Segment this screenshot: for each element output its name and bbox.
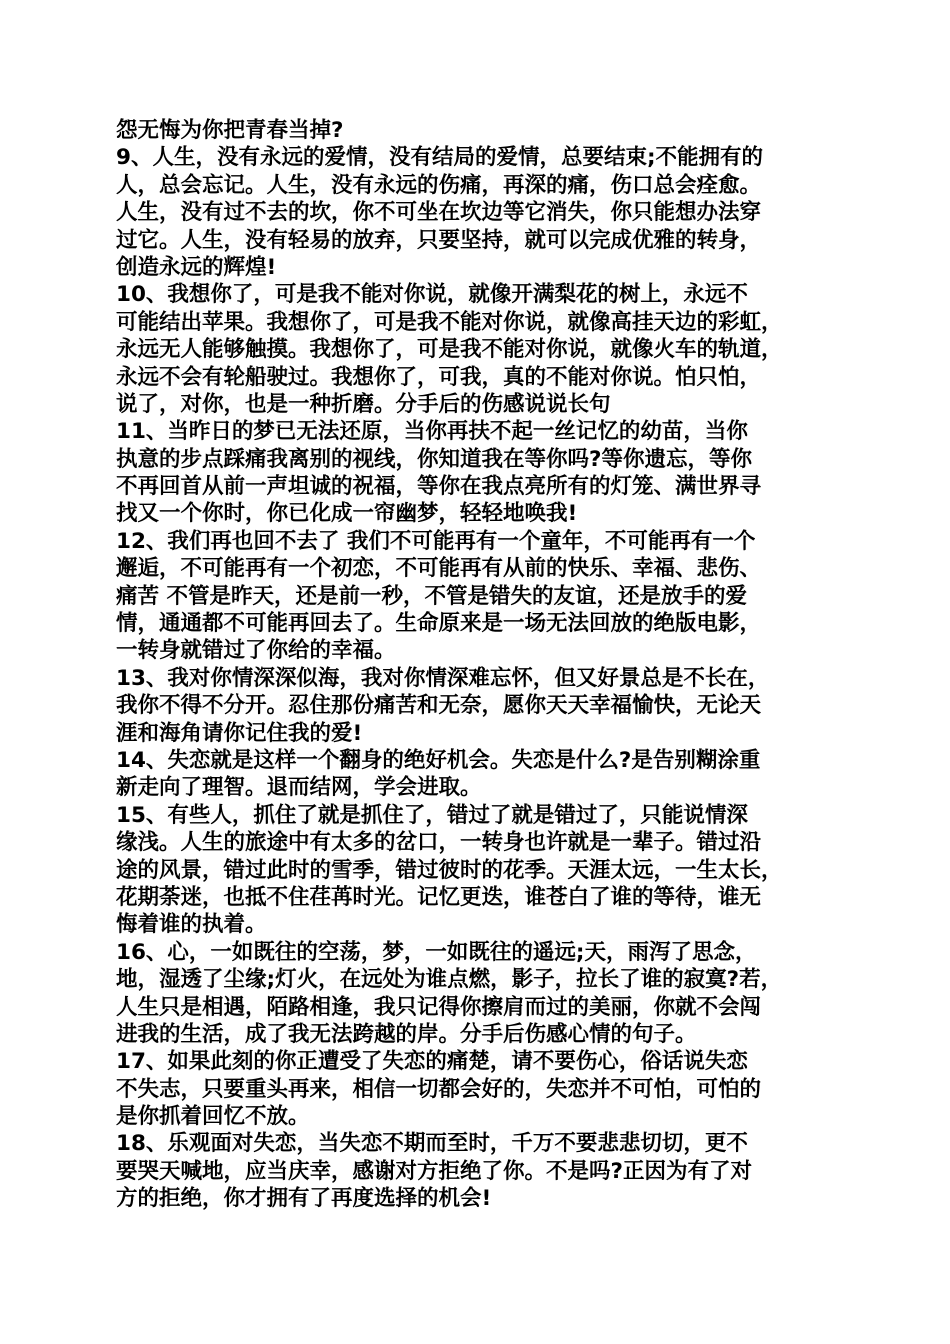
text-line: 途的风景，错过此时的雪季，错过彼时的花季。天涯太远，一生太长，: [116, 857, 783, 883]
text-line: 过它。人生，没有轻易的放弃，只要坚持，就可以完成优雅的转身，: [116, 227, 762, 253]
text-line: 情，通通都不可能再回去了。生命原来是一场无法回放的绝版电影，: [116, 611, 762, 637]
text-line: 12、我们再也回不去了 我们不可能再有一个童年，不可能再有一个: [116, 528, 756, 554]
text-line: 14、失恋就是这样一个翻身的绝好机会。失恋是什么?是告别糊涂重: [116, 747, 761, 773]
text-line: 方的拒绝，你才拥有了再度选择的机会!: [116, 1186, 492, 1212]
text-line: 邂逅，不可能再有一个初恋，不可能再有从前的快乐、幸福、悲伤、: [116, 556, 762, 582]
text-line: 找又一个你时，你已化成一帘幽梦，轻轻地唤我!: [116, 501, 578, 527]
text-line: 可能结出苹果。我想你了，可是我不能对你说，就像高挂天边的彩虹，: [116, 309, 783, 335]
text-line: 执意的步点踩痛我离别的视线，你知道我在等你吗?等你遗忘，等你: [116, 446, 752, 472]
text-line: 花期荼迷，也抵不住荏苒时光。记忆更迭，谁苍白了谁的等待，谁无: [116, 884, 762, 910]
text-line: 要哭天喊地，应当庆幸，感谢对方拒绝了你。不是吗?正因为有了对: [116, 1158, 752, 1184]
text-line: 一转身就错过了你给的幸福。: [116, 638, 396, 664]
text-line: 人，总会忘记。人生，没有永远的伤痛，再深的痛，伤口总会痊愈。: [116, 172, 762, 198]
text-line: 11、当昨日的梦已无法还原，当你再扶不起一丝记忆的幼苗，当你: [116, 419, 748, 445]
text-line: 是你抓着回忆不放。: [116, 1104, 310, 1130]
text-line: 13、我对你情深深似海，我对你情深难忘怀，但又好景总是不长在，: [116, 665, 770, 691]
text-line: 进我的生活，成了我无法跨越的岸。分手后伤感心情的句子。: [116, 1021, 697, 1047]
text-line: 地，湿透了尘缘;灯火，在远处为谁点燃，影子，拉长了谁的寂寞?若，: [116, 967, 783, 993]
text-line: 人生只是相遇，陌路相逢，我只记得你擦肩而过的美丽，你就不会闯: [116, 994, 762, 1020]
text-line: 9、人生，没有永远的爱情，没有结局的爱情，总要结束;不能拥有的: [116, 145, 764, 171]
text-line: 涯和海角请你记住我的爱!: [116, 720, 363, 746]
text-line: 缘浅。人生的旅途中有太多的岔口，一转身也许就是一辈子。错过沿: [116, 830, 762, 856]
text-line: 新走向了理智。退而结网，学会进取。: [116, 775, 482, 801]
text-line: 怨无悔为你把青春当掉?: [116, 118, 344, 143]
text-line: 永远无人能够触摸。我想你了，可是我不能对你说，就像火车的轨道，: [116, 337, 783, 363]
text-line: 说了，对你，也是一种折磨。分手后的伤感说说长句: [116, 391, 611, 417]
text-line: 我你不得不分开。忍住那份痛苦和无奈，愿你天天幸福愉快，无论天: [116, 693, 762, 719]
text-line: 15、有些人，抓住了就是抓住了，错过了就是错过了，只能说情深: [116, 802, 748, 828]
text-line: 18、乐观面对失恋，当失恋不期而至时，千万不要悲悲切切，更不: [116, 1131, 748, 1157]
text-line: 悔着谁的执着。: [116, 912, 267, 938]
text-line: 不失志，只要重头再来，相信一切都会好的，失恋并不可怕，可怕的: [116, 1076, 762, 1102]
text-line: 16、心，一如既往的空荡，梦，一如既往的遥远;天，雨泻了思念，: [116, 939, 757, 965]
text-line: 17、如果此刻的你正遭受了失恋的痛楚，请不要伤心，俗话说失恋: [116, 1049, 748, 1075]
text-line: 不再回首从前一声坦诚的祝福，等你在我点亮所有的灯笼、满世界寻: [116, 474, 762, 500]
text-line: 永远不会有轮船驶过。我想你了，可我，真的不能对你说。怕只怕，: [116, 364, 762, 390]
text-line: 人生，没有过不去的坎，你不可坐在坎边等它消失，你只能想办法穿: [116, 200, 762, 226]
text-line: 创造永远的辉煌!: [116, 254, 277, 280]
text-line: 痛苦 不管是昨天，还是前一秒，不管是错失的友谊，还是放手的爱: [116, 583, 747, 609]
text-line: 10、我想你了，可是我不能对你说，就像开满梨花的树上，永远不: [116, 282, 748, 308]
document-body: [116, 117, 856, 1213]
